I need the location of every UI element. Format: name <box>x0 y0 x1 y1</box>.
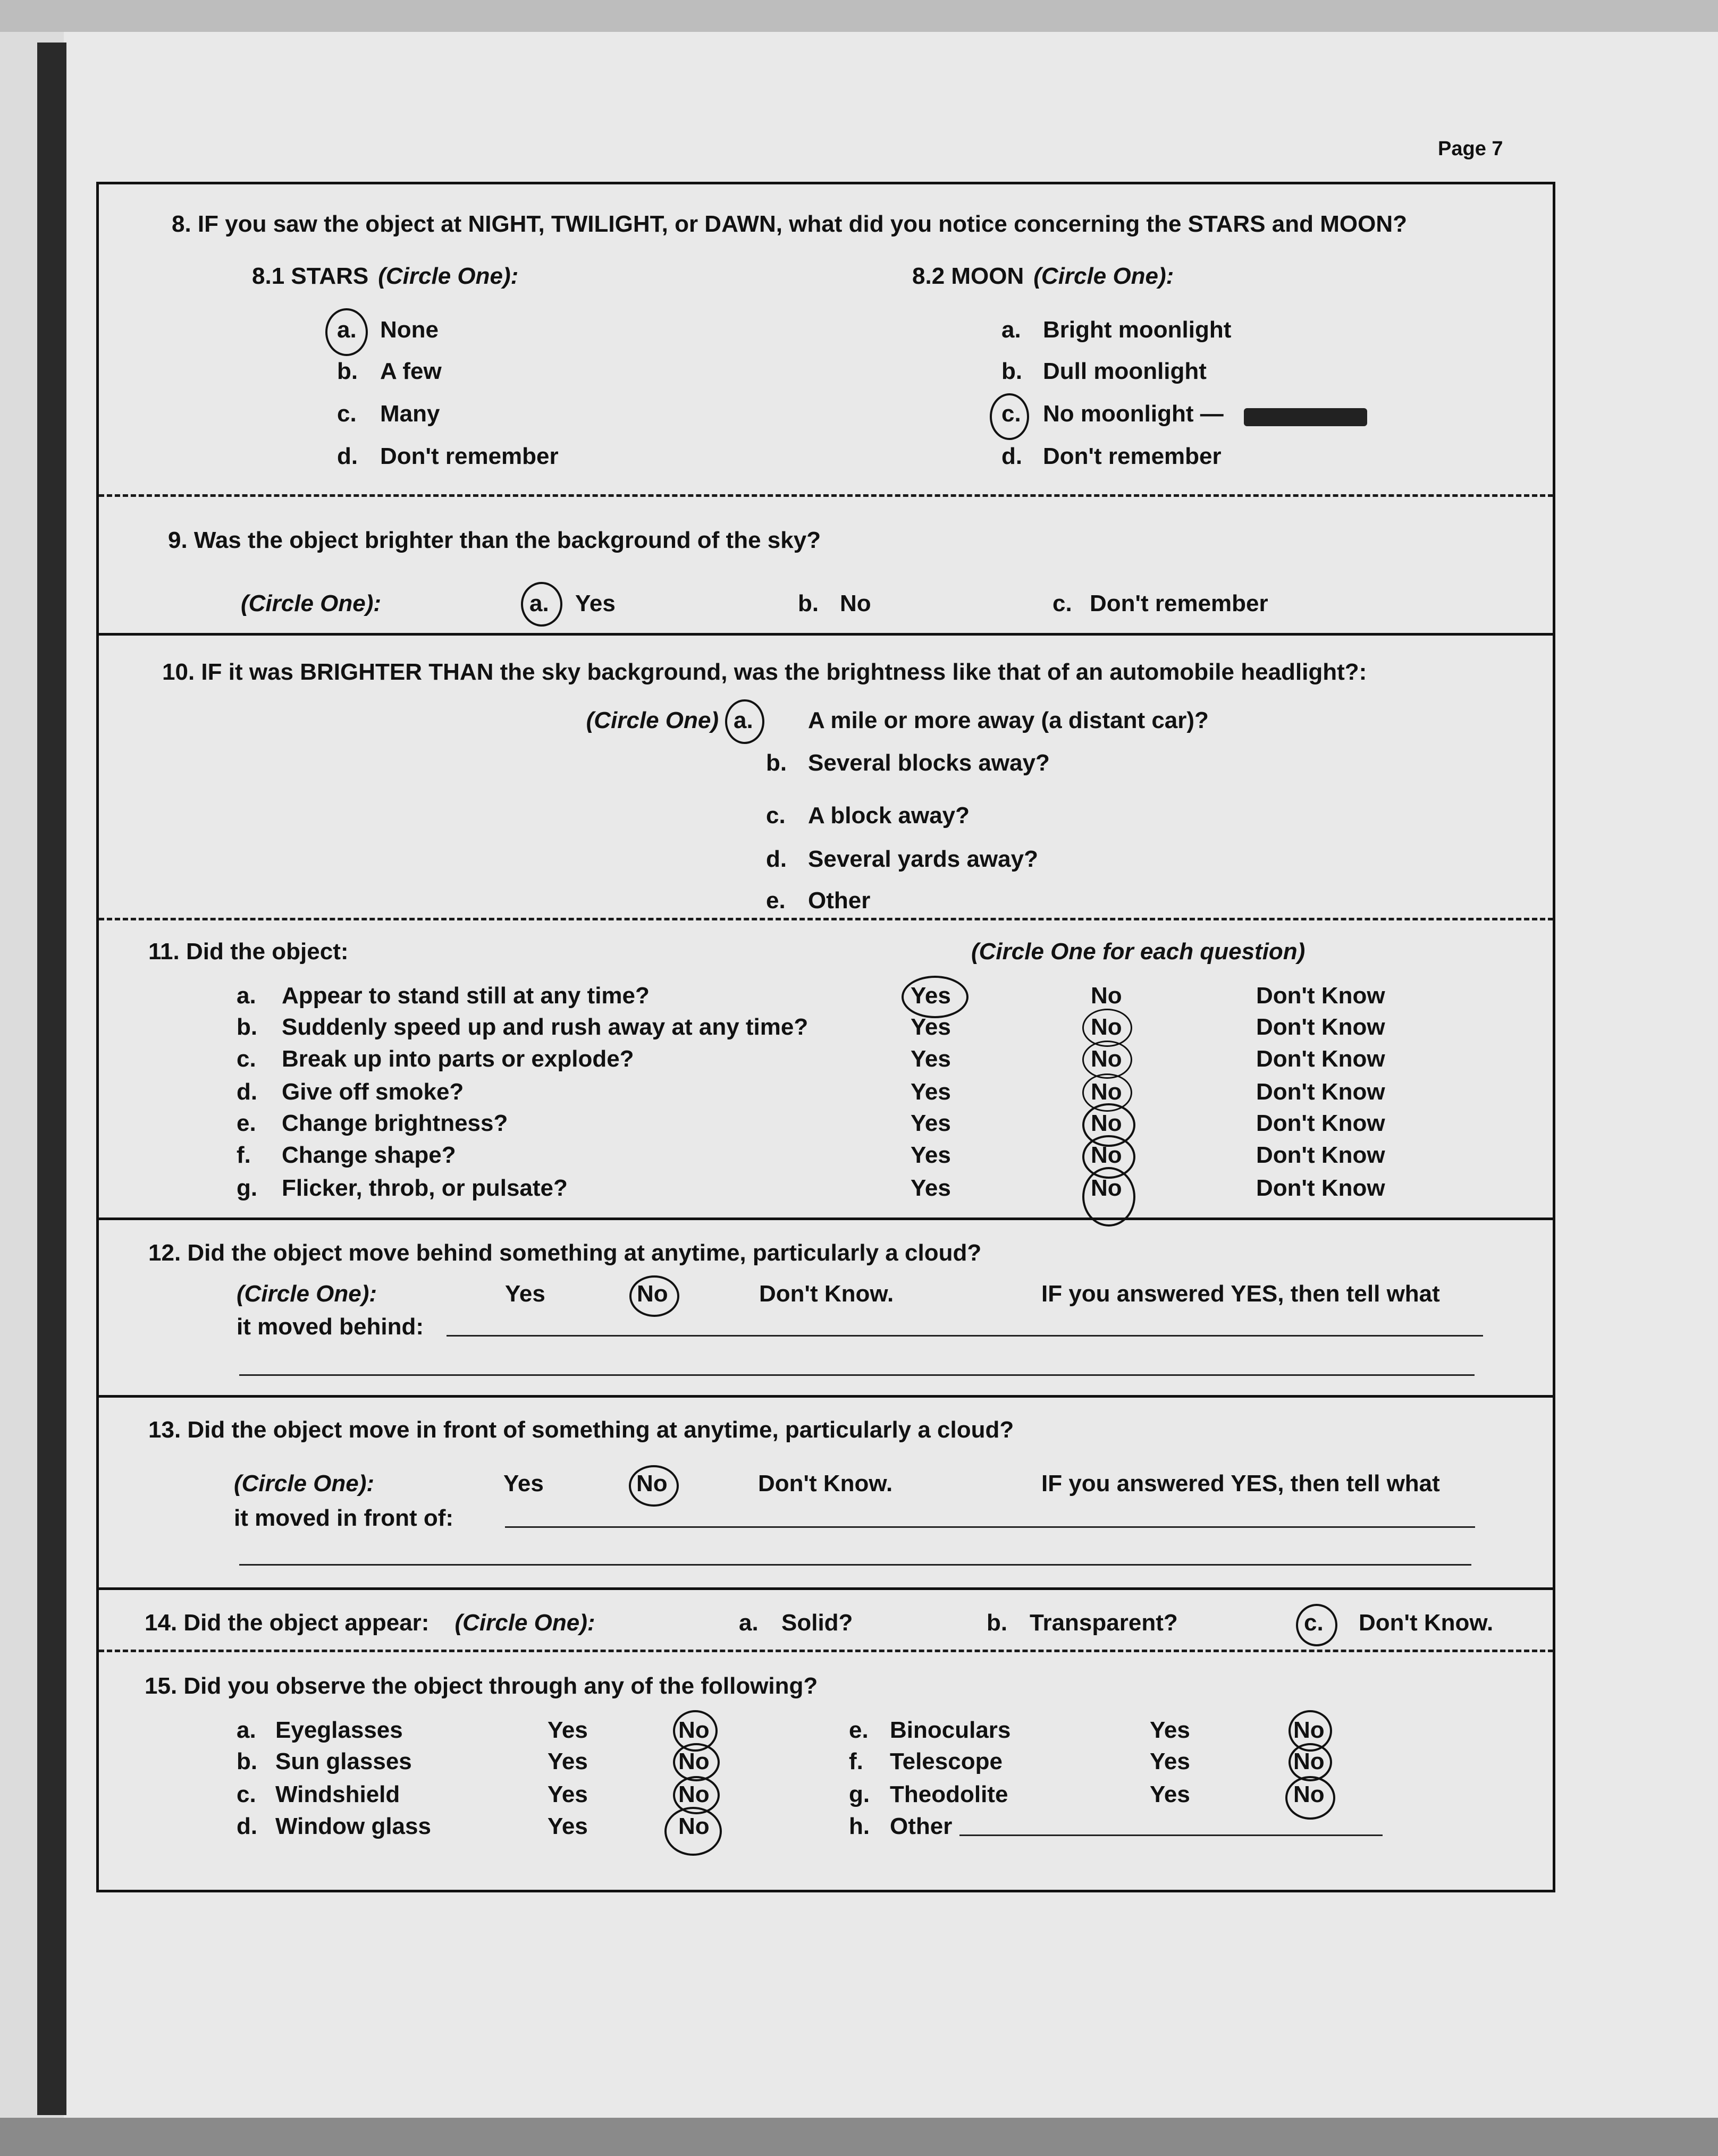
section-divider <box>99 1217 1553 1220</box>
q14-option-letter[interactable]: c. <box>1304 1610 1324 1636</box>
q15-letter: f. <box>849 1748 863 1774</box>
moon-option-label[interactable]: Don't remember <box>1043 443 1222 469</box>
section-divider <box>99 633 1553 636</box>
no-option[interactable]: No <box>1091 1110 1122 1136</box>
stars-option-letter[interactable]: b. <box>337 358 358 384</box>
no-option[interactable]: No <box>1293 1748 1325 1774</box>
answer-line <box>447 1335 1483 1337</box>
stars-option-letter[interactable]: a. <box>337 317 357 343</box>
q8-moon-circle-label: (Circle One): <box>1033 263 1174 289</box>
q13-question: 13. Did the object move in front of something at anytime, particularly a cloud? <box>148 1417 1014 1443</box>
section-divider <box>99 1587 1553 1590</box>
q14-option-label[interactable]: Don't Know. <box>1359 1610 1494 1636</box>
no-option[interactable]: No <box>1091 983 1122 1009</box>
no-option[interactable]: No <box>1293 1781 1325 1807</box>
q15-letter: e. <box>849 1717 869 1743</box>
q8-stars-title: 8.1 STARS <box>252 263 369 289</box>
dont-know-option[interactable]: Don't Know <box>1256 1175 1385 1201</box>
row-letter: f. <box>237 1142 251 1168</box>
q14-option-label[interactable]: Solid? <box>781 1610 853 1636</box>
yes-option[interactable]: Yes <box>911 1014 951 1040</box>
q9-option-label[interactable]: No <box>840 590 871 616</box>
row-letter: g. <box>237 1175 258 1201</box>
q15-label: Theodolite <box>890 1781 1008 1807</box>
q10-option-label[interactable]: A mile or more away (a distant car)? <box>808 707 1209 733</box>
answer-circle-mark <box>325 308 368 356</box>
answer-circle-mark <box>725 699 764 744</box>
q15-label: Telescope <box>890 1748 1003 1774</box>
q9-option-letter[interactable]: a. <box>529 590 549 616</box>
moon-option-label[interactable]: Dull moonlight <box>1043 358 1207 384</box>
no-option[interactable]: No <box>1091 1175 1122 1201</box>
page-number: Page 7 <box>1438 138 1503 160</box>
stars-option-label[interactable]: None <box>380 317 439 343</box>
moon-option-letter[interactable]: a. <box>1001 317 1021 343</box>
row-label: Give off smoke? <box>282 1079 464 1105</box>
answer-circle-mark <box>1296 1604 1337 1646</box>
q10-option-label[interactable]: Several yards away? <box>808 846 1038 872</box>
q15-label: Other <box>890 1813 953 1839</box>
yes-option[interactable]: Yes <box>548 1781 588 1807</box>
q14-option-letter[interactable]: a. <box>739 1610 759 1636</box>
answer-line <box>959 1834 1383 1836</box>
q15-letter: b. <box>237 1748 258 1774</box>
q9-option-letter[interactable]: b. <box>798 590 819 616</box>
no-option[interactable]: No <box>678 1813 710 1839</box>
no-option[interactable]: No <box>678 1748 710 1774</box>
scan-bottom-edge <box>0 2118 1718 2156</box>
no-option[interactable]: No <box>1091 1079 1122 1105</box>
section-divider <box>99 494 1553 499</box>
form-border-left <box>96 182 99 1892</box>
q10-option-letter[interactable]: a. <box>734 707 753 733</box>
dont-know-option[interactable]: Don't Know <box>1256 1079 1385 1105</box>
q9-option-label[interactable]: Don't remember <box>1090 590 1268 616</box>
moon-option-label[interactable]: Bright moonlight <box>1043 317 1232 343</box>
q11-circle-label: (Circle One for each question) <box>971 939 1306 965</box>
row-letter: a. <box>237 983 256 1009</box>
q15-label: Binoculars <box>890 1717 1011 1743</box>
row-letter: c. <box>237 1046 256 1072</box>
scan-top-edge <box>0 0 1718 32</box>
q13-dont-know-option[interactable]: Don't Know. <box>758 1470 893 1496</box>
q10-option-label[interactable]: A block away? <box>808 802 970 828</box>
form-border-top <box>96 182 1555 184</box>
no-option[interactable]: No <box>1293 1717 1325 1743</box>
dont-know-option[interactable]: Don't Know <box>1256 1110 1385 1136</box>
row-letter: b. <box>237 1014 258 1040</box>
q10-option-label[interactable]: Other <box>808 887 871 914</box>
no-option[interactable]: No <box>678 1781 710 1807</box>
q12-dont-know-option[interactable]: Don't Know. <box>759 1281 894 1307</box>
row-label: Suddenly speed up and rush away at any time? <box>282 1014 809 1040</box>
q15-label: Window glass <box>275 1813 431 1839</box>
q8-moon-header <box>912 263 1174 290</box>
q13-circle-label: (Circle One): <box>234 1470 375 1496</box>
q10-option-letter[interactable]: c. <box>766 802 786 828</box>
q10-circle-label: (Circle One) <box>586 707 719 733</box>
yes-option[interactable]: Yes <box>1150 1717 1190 1743</box>
q14-question: 14. Did the object appear: <box>145 1610 430 1636</box>
q9-option-label[interactable]: Yes <box>575 590 616 616</box>
q12-yes-option[interactable]: Yes <box>505 1281 545 1307</box>
section-divider <box>99 918 1553 923</box>
row-label: Flicker, throb, or pulsate? <box>282 1175 568 1201</box>
q10-option-label[interactable]: Several blocks away? <box>808 750 1050 776</box>
q12-no-option[interactable]: No <box>637 1281 668 1307</box>
q12-circle-label: (Circle One): <box>237 1281 377 1307</box>
q12-followup-label: it moved behind: <box>237 1314 424 1340</box>
answer-circle-mark <box>902 976 969 1018</box>
row-letter: d. <box>237 1079 258 1105</box>
q8-moon-title: 8.2 MOON <box>912 263 1024 289</box>
answer-circle-mark <box>629 1275 679 1317</box>
yes-option[interactable]: Yes <box>911 1142 951 1168</box>
yes-option[interactable]: Yes <box>911 1079 951 1105</box>
q14-header <box>145 1609 595 1637</box>
dont-know-option[interactable]: Don't Know <box>1256 1142 1385 1168</box>
q14-option-label[interactable]: Transparent? <box>1030 1610 1178 1636</box>
answer-line <box>505 1526 1475 1528</box>
q12-followup-text: IF you answered YES, then tell what <box>1041 1281 1440 1307</box>
q15-letter: d. <box>237 1813 258 1839</box>
no-option[interactable]: No <box>1091 1014 1122 1040</box>
section-divider <box>99 1395 1553 1398</box>
no-option[interactable]: No <box>1091 1142 1122 1168</box>
dont-know-option[interactable]: Don't Know <box>1256 983 1385 1009</box>
stars-option-label[interactable]: Many <box>380 401 440 427</box>
q14-option-letter[interactable]: b. <box>987 1610 1008 1636</box>
dont-know-option[interactable]: Don't Know <box>1256 1046 1385 1072</box>
q10-option-letter[interactable]: d. <box>766 846 787 872</box>
moon-option-label[interactable]: No moonlight — <box>1043 401 1224 427</box>
yes-option[interactable]: Yes <box>548 1717 588 1743</box>
answer-line <box>239 1564 1471 1566</box>
q15-question: 15. Did you observe the object through any of the following? <box>145 1673 818 1699</box>
stars-option-label[interactable]: Don't remember <box>380 443 559 469</box>
stars-option-label[interactable]: A few <box>380 358 442 384</box>
yes-option[interactable]: Yes <box>1150 1781 1190 1807</box>
q9-option-letter[interactable]: c. <box>1052 590 1072 616</box>
q11-question: 11. Did the object: <box>148 939 349 965</box>
answer-circle-mark <box>629 1465 679 1507</box>
no-option[interactable]: No <box>1091 1046 1122 1072</box>
q14-circle-label: (Circle One): <box>454 1610 595 1636</box>
yes-option[interactable]: Yes <box>548 1813 588 1839</box>
q15-label: Windshield <box>275 1781 400 1807</box>
q15-letter: c. <box>237 1781 256 1807</box>
scan-left-edge <box>37 43 66 2115</box>
moon-option-letter[interactable]: d. <box>1001 443 1023 469</box>
q15-letter: a. <box>237 1717 256 1743</box>
answer-line <box>239 1374 1475 1376</box>
section-divider <box>99 1650 1553 1654</box>
answer-circle-mark <box>664 1807 722 1856</box>
row-label: Change shape? <box>282 1142 456 1168</box>
q13-no-option[interactable]: No <box>636 1470 668 1496</box>
moon-option-letter[interactable]: b. <box>1001 358 1023 384</box>
yes-option[interactable]: Yes <box>911 1175 951 1201</box>
moon-option-letter[interactable]: c. <box>1001 401 1021 427</box>
row-label: Change brightness? <box>282 1110 508 1136</box>
q12-question: 12. Did the object move behind something at anytime, particularly a cloud? <box>148 1240 982 1266</box>
q13-yes-option[interactable]: Yes <box>503 1470 544 1496</box>
q15-label: Sun glasses <box>275 1748 412 1774</box>
q10-option-letter[interactable]: b. <box>766 750 787 776</box>
q9-question: 9. Was the object brighter than the background of the sky? <box>168 527 821 553</box>
q9-circle-label: (Circle One): <box>241 590 382 616</box>
yes-option[interactable]: Yes <box>1150 1748 1190 1774</box>
yes-option[interactable]: Yes <box>911 983 951 1009</box>
yes-option[interactable]: Yes <box>911 1046 951 1072</box>
q15-letter: h. <box>849 1813 870 1839</box>
yes-option[interactable]: Yes <box>548 1748 588 1774</box>
answer-circle-mark <box>990 393 1029 440</box>
answer-circle-mark <box>1285 1776 1335 1820</box>
form-border-right <box>1553 182 1555 1892</box>
form-border-bottom <box>96 1890 1555 1892</box>
q8-stars-header <box>252 263 518 290</box>
stars-option-letter[interactable]: c. <box>337 401 357 427</box>
q15-letter: g. <box>849 1781 870 1807</box>
q8-question: 8. IF you saw the object at NIGHT, TWILIGHT, or DAWN, what did you notice concerning the STARS and MOON? <box>172 211 1407 237</box>
dont-know-option[interactable]: Don't Know <box>1256 1014 1385 1040</box>
answer-circle-mark <box>521 582 562 627</box>
yes-option[interactable]: Yes <box>911 1110 951 1136</box>
stars-option-letter[interactable]: d. <box>337 443 358 469</box>
q10-option-letter[interactable]: e. <box>766 887 786 914</box>
row-label: Break up into parts or explode? <box>282 1046 634 1072</box>
q15-label: Eyeglasses <box>275 1717 403 1743</box>
no-option[interactable]: No <box>678 1717 710 1743</box>
crossed-out-text-scribble <box>1244 408 1367 426</box>
q13-followup-text: IF you answered YES, then tell what <box>1041 1470 1440 1496</box>
q13-followup-label: it moved in front of: <box>234 1505 454 1531</box>
q10-question: 10. IF it was BRIGHTER THAN the sky background, was the brightness like that of an automobile headlight?: <box>162 659 1367 685</box>
q8-stars-circle-label: (Circle One): <box>378 263 519 289</box>
row-letter: e. <box>237 1110 256 1136</box>
row-label: Appear to stand still at any time? <box>282 983 650 1009</box>
